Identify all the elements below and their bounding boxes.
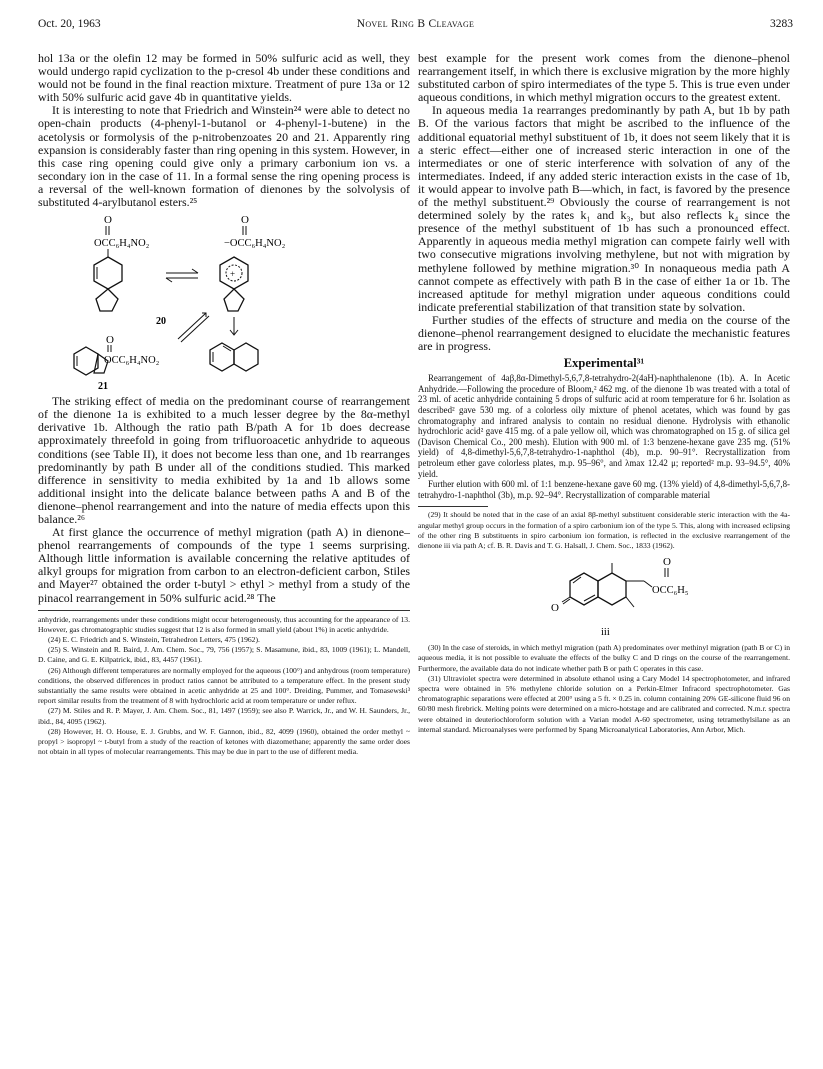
iii-carbonyl-o: O <box>663 556 671 569</box>
left-footnotes <box>38 615 410 758</box>
footnote-26: (26) Although different temperatures are normally employed for the aqueous (100°) and anhydrous (room temperature) conditions, the observed differences in product ratios cannot be attributed to a temperature effect. In the present study substantially the same results were obtained in acetic anhydride at 25 and 100°. Dreiding, Pummer, and Tomasewski³ report similar results from the treatment of 8 with hydrochloric acid at room temperature or under reflux. <box>38 665 410 706</box>
scheme-plus-sign: + <box>230 269 236 280</box>
footnote-continued: anhydride, rearrangements under these conditions might occur heterogeneously, thus accounting for the appearance of 13. However, gas chromatographic studies suggest that 12 is also formed in small yield (about 1%) in acetic anhydride. <box>38 614 410 634</box>
footnote-31: (31) Ultraviolet spectra were determined in absolute ethanol using a Cary Model 14 spectrophotometer, and infrared spectra were obtained in 5% methylene chloride solution on a Perkin-Elmer Infracord spectrophotometer. Gas chromatographic separations were effected at 200° using a 5 ft. × 0.25 in. column containing 20% GE-silicone fluid 96 on 60/80 mesh firebrick. Melting points were determined on a micro-hotstage and are calibrated and corrected. N.m.r. spectra were obtained in deuteriochloroform solution with a Varian model A-60 spectrometer, using tetramethylsilane as an internal standard. Microanalyses were performed by Spang Microanalytical Laboratories, Ann Arbor, Mich. <box>418 673 790 734</box>
footnote-28: (28) However, H. O. House, E. J. Grubbs, and W. F. Gannon, ibid., 82, 4099 (1960), obtained the order methyl ~ propyl > isopropyl ~ t-butyl from a study of the reaction of ketones with diazomethane; apparently the same order does not obtain in all types of molecular rearrangements. This may be due in part to the use of different media. <box>38 726 410 757</box>
iii-ring-o: O <box>551 602 559 615</box>
scheme-o1: O <box>104 214 112 227</box>
scheme-ester3: OCC₆H₄NO₂ <box>104 355 160 367</box>
experimental-section <box>418 373 790 500</box>
reaction-scheme-svg <box>38 211 410 393</box>
footnote-29: (29) It should be noted that in the case of an axial 8β-methyl substituent considerable steric interaction with the 4a-angular methyl group occurs in the formation of a spiro carbonium ion of the type 5. This, along with increased eclipsing of the other ring B substituents in spiro carbonium ion formation, is reflected in the exclusive rearrangement of the dienone iii via path A; cf. B. R. Davis and T. G. Halsall, J. Chem. Soc., 1833 (1962). <box>418 510 790 550</box>
footnote-rule-left <box>38 610 410 611</box>
left-paragraph-1: hol 13a or the olefin 12 may be formed in 50% sulfuric acid as well, they would undergo rapid cyclization to the p-cresol 4b under these conditions and would not be found in the final reaction mixture. Treatment of pure 13a or 12 with 50% sulfuric acid gave 4b in quantitative yields. <box>38 51 410 105</box>
scheme-o3: O <box>106 334 114 347</box>
footnote-30: (30) In the case of steroids, in which methyl migration (path A) predominates over methinyl migration (path B or C) in aqueous media, it is not possible to evaluate the effects of the bulky C and D rings on the course of the rearrangement. Furthermore, the available data do not indicate whether path B or path C operates in this case. <box>418 643 790 673</box>
right-column <box>418 52 790 735</box>
iii-ester-group: OCC₆H₅ <box>652 585 689 597</box>
compound-label-21: 21 <box>98 381 108 393</box>
left-paragraph-3: The striking effect of media on the predominant course of rearrangement of the dienone 1a is exhibited to a much lesser degree by the 8α-methyl derivative 1b. Although the ratio path B/path A for 1b does decrease approximately threefold in going from trifluoroacetic anhydride to aqueous conditions (see Table II), it does not become less than one, and 1b rearranges predominantly by path B under all of the conditions studied. This marked difference in sensitivity to media exhibited by 1a and 1b allows some additional insight into the delicate balance between paths A and B of the dienone–phenol rearrangement and into the nature of media effects upon this balance.²⁶ <box>38 394 410 526</box>
footnote-rule-right <box>418 506 488 507</box>
page-header <box>38 18 793 34</box>
compound-label-20: 20 <box>156 316 166 328</box>
compound-iii-figure <box>418 551 790 643</box>
right-footnotes-2 <box>418 643 790 735</box>
experimental-heading: Experimental³¹ <box>563 356 645 371</box>
experimental-paragraph-1: Rearrangement of 4aβ,8α-Dimethyl-5,6,7,8-tetrahydro-2(4aH)-naphthalenone (1b). A. In Acetic Anhydride.—Following the procedure of Bloom,² 462 mg. of the dienone 1b was treated with a total of 23 ml. of acetic anhydride containing 5 drops of sulfuric acid at room temperature for 6 hr. Isolation as described² gave 530 mg. of a colorless oily mixture of phenol acetates, which was found by gas chromatography and infrared analysis to contain no residual dienone. Hydrolysis with ethanolic hydrochloric acid² gave 415 mg. of a pale yellow oil, which was chromatographed on 15 g. of silica gel (Davison Chemical Co., 200 mesh). Elution with 900 ml. of 1:3 benzene-hexane gave 235 mg. (51% yield) of 4,8-dimethyl-5,6,7,8-tetrahydro-1-naphthol (4b), m.p. 90–91°. Recrystallization from petroleum ether gave colorless plates, m.p. 95–96°, and λmax 12.42 μ; reported² m.p. 93–94.5°, 40% yield. <box>418 373 790 479</box>
left-paragraph-4: At first glance the occurrence of methyl migration (path A) in dienone–phenol rearrangements of compounds of the type 1 seems surprising. Although little information is available concerning the relative aptitudes of alkyl groups for migration from carbon to an electron-deficient carbon, Stiles and Mayer²⁷ obtained the order t-butyl > ethyl > methyl from a study of the pinacol rearrangement in 50% sulfuric acid.²⁸ The <box>38 525 410 605</box>
scheme-ester1: OCC₆H₄NO₂ <box>94 238 150 250</box>
scheme-o2: O <box>241 214 249 227</box>
experimental-paragraph-2: Further elution with 600 ml. of 1:1 benzene-hexane gave 60 mg. (13% yield) of 4,8-dimethyl-5,6,7,8-tetrahydro-1-naphthol (3b), m.p. 92–94°. Recrystallization of comparable material <box>418 479 790 500</box>
right-footnotes <box>418 510 790 551</box>
left-paragraph-2: It is interesting to note that Friedrich and Winstein²⁴ were able to detect no open-chain products (4-phenyl-1-butanol or 4-phenyl-1-butene) in the acetolysis or formolysis of the p-nitrobenzoates 20 and 21. Apparently ring expansion is considerably faster than ring opening in this system. However, in this case ring opening could give only a primary carbonium ion vs. a secondary ion in the case of 11. In a formal sense the ring opening process is a reversal of the well-known formation of dienones by the solvolysis of substituted 4-arylbutanol esters.²⁵ <box>38 103 410 210</box>
right-paragraph-3: Further studies of the effects of structure and media on the course of the dienone–phenol rearrangement designed to elucidate the mechanistic features are in progress. <box>418 312 790 354</box>
footnote-25: (25) S. Winstein and R. Baird, J. Am. Chem. Soc., 79, 756 (1957); S. Masamune, ibid., 83, 1009 (1961); L. Mandell, D. Caine, and G. E. Kilpatrick, ibid., 83, 4457 (1961). <box>38 645 410 665</box>
right-paragraph-2: In aqueous media 1a rearranges predominantly by path A, but 1b by path B. Of the various factors that might be ascribed to the influence of the additional equatorial methyl substituent of 1b, it does not seem likely that it is a steric effect—either one of increased steric interaction in one of the intermediates or one of steric interference with solvation of any of the intermediates. Indeed, if any added steric interaction exists in the case of 1b, it would appear to involve path B—which, in fact, is favored by the presence of the methyl substituent.²⁹ Obviously the course of rearrangement is not determined solely by the rates k₁ and k₃, but also reflects k₄ since the presence of the methyl substituent of 1b has such a pronounced effect. Apparently in aqueous media methyl migration can compete fairly well with two consecutive migrations involving methylene, but not with migration by methylene followed by methine migration.³⁰ In nonaqueous media path A cannot compete as effectively with path B in the case of either 1a or 1b. The increased aptitude for methyl migration under aqueous conditions could indicate preferential stabilization of that transition state by solvation. <box>418 103 790 314</box>
header-date: Oct. 20, 1963 <box>38 18 101 30</box>
compound-label-iii: iii <box>601 627 610 639</box>
header-page-number: 3283 <box>770 18 793 30</box>
footnote-27: (27) M. Stiles and R. P. Mayer, J. Am. Chem. Soc., 81, 1497 (1959); see also P. Warrick, Jr., and W. H. Saunders, Jr., ibid., 84, 4095 (1962). <box>38 706 410 726</box>
header-running-title: Novel Ring B Cleavage <box>356 18 475 30</box>
compound-iii-svg <box>418 551 790 643</box>
scheme-20-21 <box>38 211 410 393</box>
left-column <box>38 52 410 757</box>
scheme-ester2: −OCC₆H₄NO₂ <box>224 238 286 250</box>
right-paragraph-1: best example for the present work comes from the dienone–phenol rearrangement itself, in which there is exclusive migration by the more highly substituted carbon of spiro intermediates of the type 5. This is true even under aqueous conditions, in which methyl migration occurs to the greatest extent. <box>418 51 790 105</box>
footnote-24: (24) E. C. Friedrich and S. Winstein, Tetrahedron Letters, 475 (1962). <box>48 635 260 645</box>
